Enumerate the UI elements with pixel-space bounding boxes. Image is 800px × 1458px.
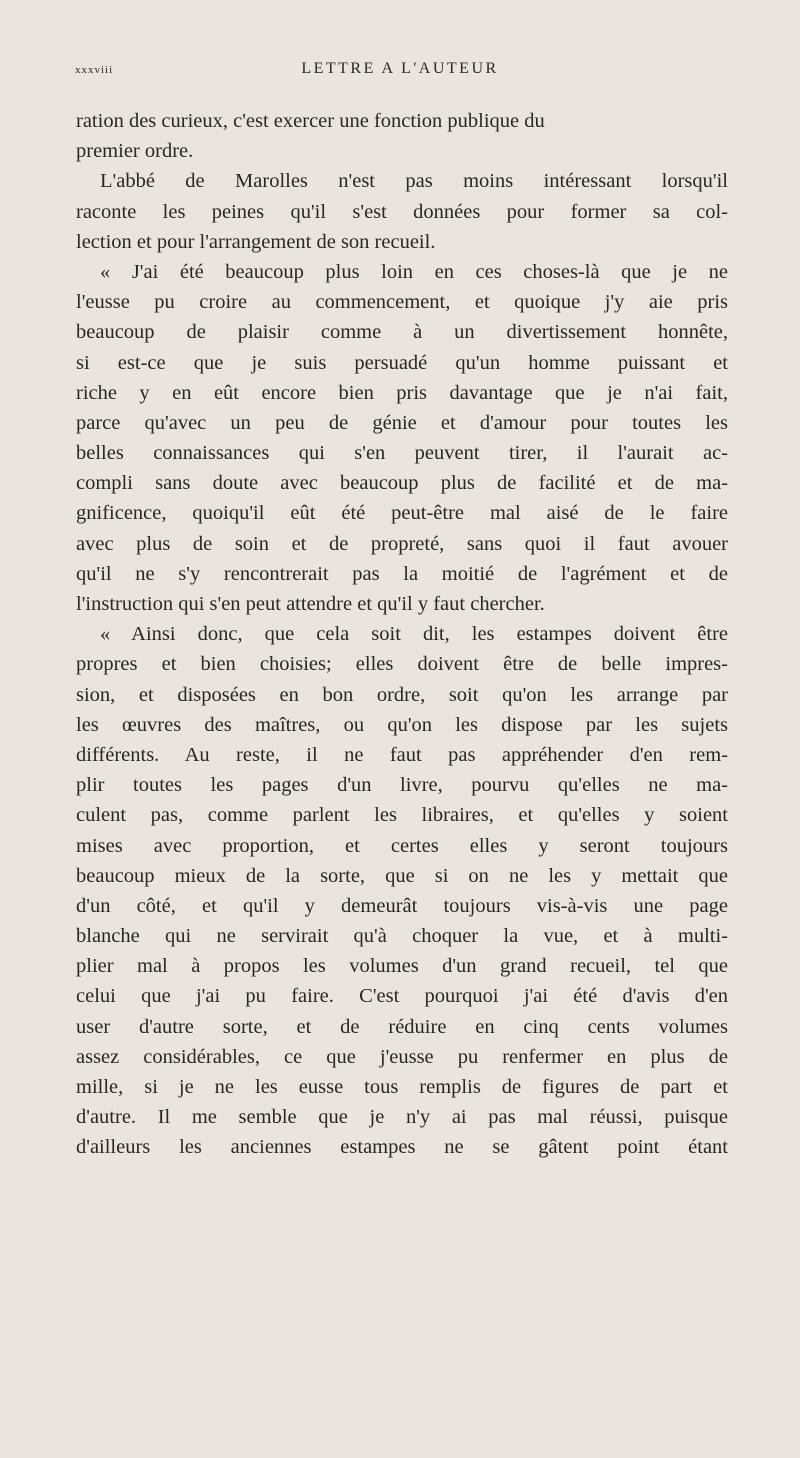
running-head: LETTRE A L'AUTEUR [301,60,499,77]
text-line: sion, et disposées en bon ordre, soit qu'on les arrange par [76,683,728,706]
text-line: « J'ai été beaucoup plus loin en ces choses-là que je ne [100,260,728,283]
text-line: riche y en eût encore bien pris davantage que je n'ai fait, [76,381,728,404]
text-line: beaucoup mieux de la sorte, que si on ne les y mettait que [76,864,728,887]
text-line: ration des curieux, c'est exercer une fonction publique du [76,110,545,132]
text-line: premier ordre. [76,140,194,163]
text-line: d'autre. Il me semble que je n'y ai pas mal réussi, puisque [76,1106,728,1129]
text-line: raconte les peines qu'il s'est données pour former sa col- [76,200,728,223]
text-line: différents. Au reste, il ne faut pas appréhender d'en rem- [76,743,728,766]
text-line: blanche qui ne servirait qu'à choquer la vue, et à multi- [76,925,728,948]
text-line: parce qu'avec un peu de génie et d'amour pour toutes les [76,411,728,434]
text-line: « Ainsi donc, que cela soit dit, les estampes doivent être [100,623,728,646]
text-line: mises avec proportion, et certes elles y seront toujours [76,834,728,857]
page-header [75,60,725,86]
text-line: si est-ce que je suis persuadé qu'un homme puissant et [76,351,728,374]
text-line: user d'autre sorte, et de réduire en cinq cents volumes [76,1015,728,1038]
text-line: assez considérables, ce que j'eusse pu renfermer en plus de [76,1045,728,1068]
text-line: l'eusse pu croire au commencement, et quoique j'y aie pris [76,291,728,314]
text-line: L'abbé de Marolles n'est pas moins intéressant lorsqu'il [100,170,728,193]
text-line: qu'il ne s'y rencontrerait pas la moitié de l'agrément et de [76,562,728,585]
body-text [76,106,728,1163]
text-line: mille, si je ne les eusse tous remplis de figures de part et [76,1076,728,1098]
text-line: d'un côté, et qu'il y demeurât toujours vis-à-vis une page [76,894,728,917]
text-line: plier mal à propos les volumes d'un grand recueil, tel que [76,955,728,978]
text-line: les œuvres des maîtres, ou qu'on les dispose par les sujets [76,713,728,736]
text-line: celui que j'ai pu faire. C'est pourquoi j'ai été d'avis d'en [76,985,728,1008]
text-line: beaucoup de plaisir comme à un divertissement honnête, [76,321,728,344]
text-line: gnificence, quoiqu'il eût été peut-être mal aisé de le faire [76,502,728,525]
text-line: propres et bien choisies; elles doivent être de belle impres- [76,653,728,676]
text-line: belles connaissances qui s'en peuvent tirer, il l'aurait ac- [76,442,728,465]
text-line: compli sans doute avec beaucoup plus de facilité et de ma- [76,472,728,495]
text-line: l'instruction qui s'en peut attendre et qu'il y faut chercher. [76,593,545,615]
text-line: avec plus de soin et de propreté, sans quoi il faut avouer [76,532,728,555]
text-line: plir toutes les pages d'un livre, pourvu qu'elles ne ma- [76,774,728,797]
page-number: xxxviii [75,64,114,76]
text-line: d'ailleurs les anciennes estampes ne se gâtent point étant [76,1136,728,1159]
text-line: lection et pour l'arrangement de son recueil. [76,230,436,253]
text-line: culent pas, comme parlent les libraires, et qu'elles y soient [76,804,728,827]
